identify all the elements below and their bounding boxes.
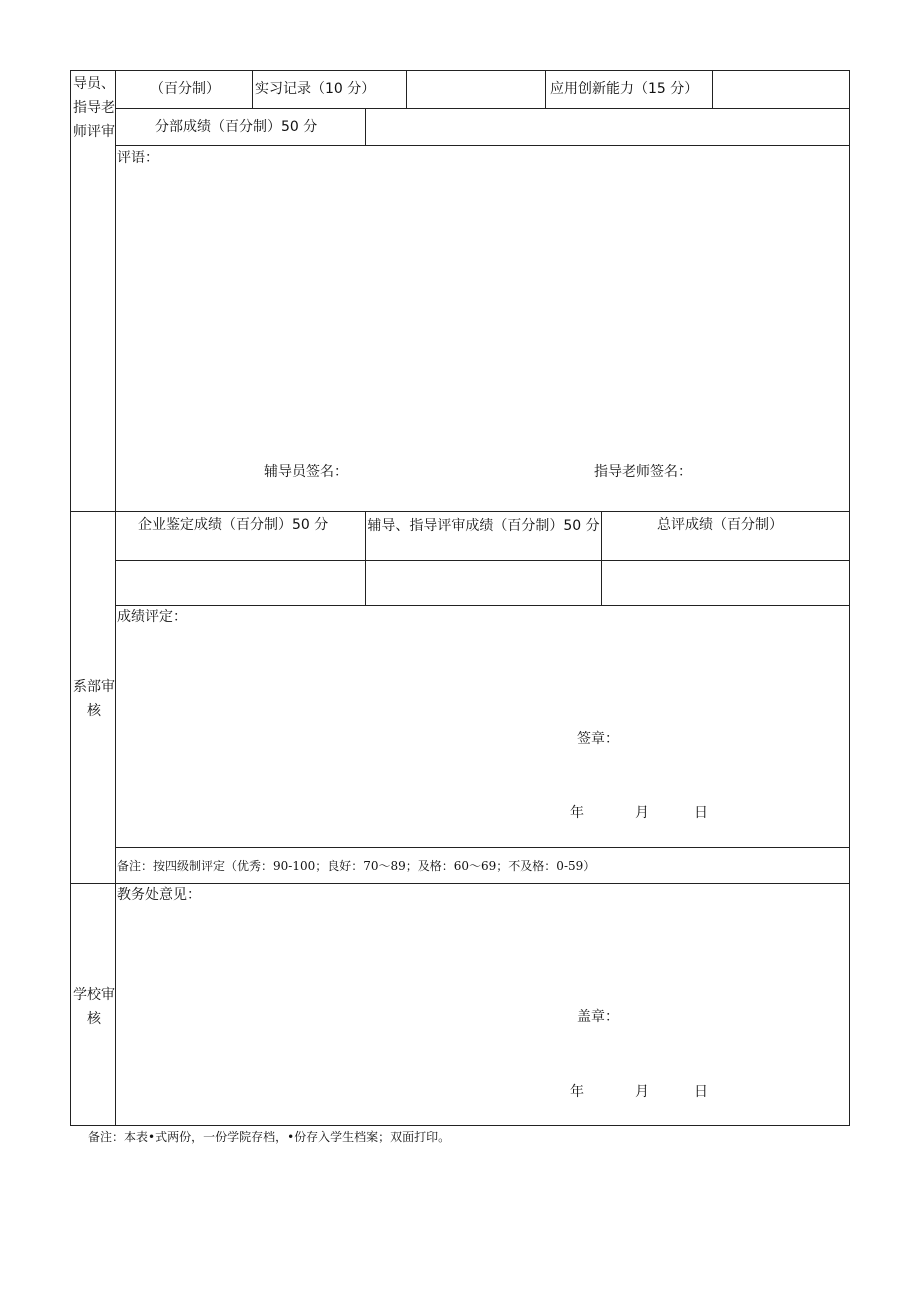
s3-year: 年 — [570, 1084, 584, 1100]
s2-day: 日 — [694, 805, 708, 821]
s2-header-total: 总评成绩（百分制） — [657, 517, 783, 533]
counselor-signature-label: 辅导员签名： — [264, 464, 348, 480]
s2-grading-note: 备注：按四级制评定（优秀：90-100；良好：70～89；及格：60～69；不及格：0-59） — [117, 859, 596, 873]
s1-comment-label: 评语： — [117, 150, 159, 166]
s2-header-advisor-text: 辅导、指导评审成绩（百分制）50 分 — [367, 518, 600, 534]
section1-bottom — [70, 511, 850, 512]
s1-r2-div1 — [365, 108, 366, 145]
s3-day: 日 — [694, 1084, 708, 1100]
table-border-left — [70, 70, 71, 1126]
s2-month: 月 — [635, 805, 649, 821]
footer-note: 备注：本表•式两份，一份学院存档，•份存入学生档案；双面打印。 — [88, 1130, 451, 1144]
s2-div2 — [601, 511, 602, 605]
s1-row2-bottom — [115, 145, 850, 146]
s1-r1-div4 — [712, 70, 713, 108]
s1-cell-innovation: 应用创新能力（15 分） — [550, 81, 699, 97]
s1-cell-internship-record: 实习记录（10 分） — [255, 81, 376, 97]
table-border-top — [70, 70, 850, 71]
s2-header-bottom — [115, 560, 850, 561]
s2-values-bottom — [115, 605, 850, 606]
s2-seal-label: 签章： — [577, 731, 619, 747]
s2-header-enterprise: 企业鉴定成绩（百分制）50 分 — [138, 517, 329, 533]
s1-r1-div1 — [252, 70, 253, 108]
s3-seal-label: 盖章： — [577, 1009, 619, 1025]
s2-year: 年 — [570, 805, 584, 821]
table-border-bottom — [70, 1125, 850, 1126]
s1-cell-percent: （百分制） — [150, 81, 220, 97]
label-column-divider — [115, 70, 116, 1126]
s2-note-top — [115, 847, 850, 848]
teacher-signature-label: 指导老师签名： — [594, 464, 692, 480]
s3-side-label: 学校审核 — [73, 987, 115, 1027]
s1-row1-bottom — [115, 108, 850, 109]
s2-eval-label: 成绩评定： — [117, 609, 187, 625]
s3-opinion-label: 教务处意见： — [117, 887, 201, 903]
s1-r1-div3 — [545, 70, 546, 108]
s2-side-label: 系部审核 — [73, 679, 115, 719]
s2-header-advisor — [366, 516, 601, 537]
s1-r1-div2 — [406, 70, 407, 108]
s1-cell-partial-score: 分部成绩（百分制）50 分 — [155, 119, 318, 135]
table-border-right — [849, 70, 850, 1126]
section2-bottom — [70, 883, 850, 884]
s3-month: 月 — [635, 1084, 649, 1100]
s1-side-label: 导员、指导老师评审 — [73, 76, 115, 140]
